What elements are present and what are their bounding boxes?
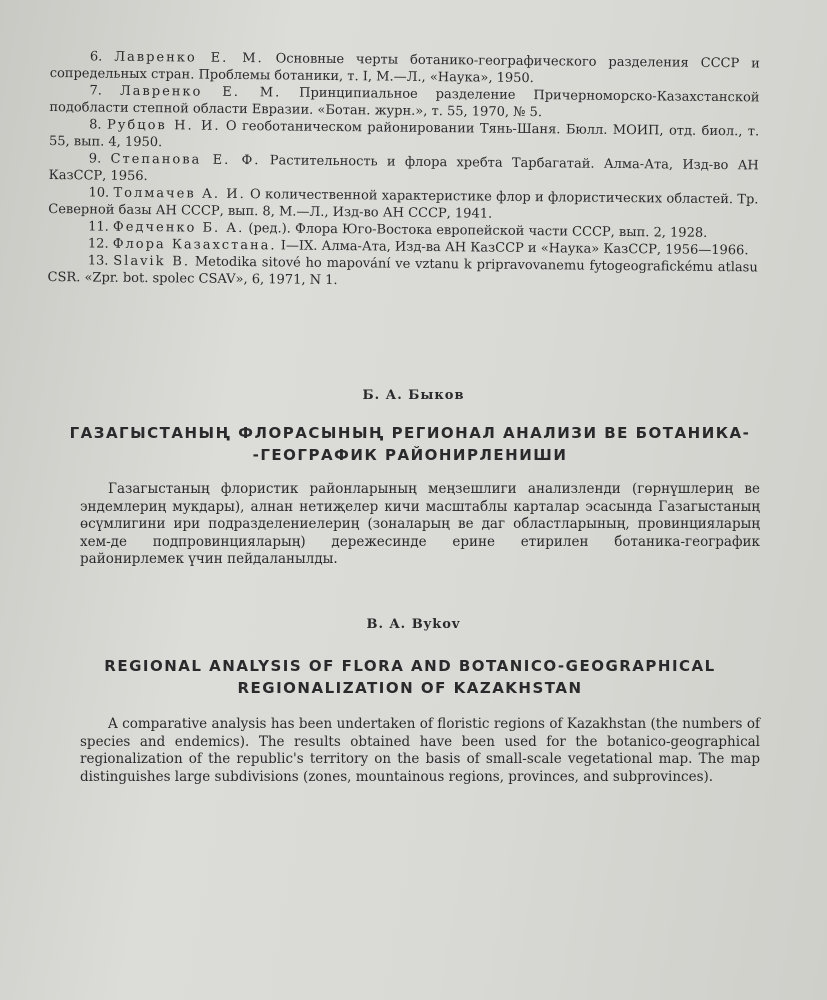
abstract-turkmen: Газагыстаның флористик районларының меңзешлиги анализленди (гөрнүшлериң ве эндемлериң мукдары), алнан нетиҗелер кичи масштаблы карталар эсасында Газагыстаның өсүмлигини ири подразделениелериң (зоналарың ве даг областларының, провинцияларың хем-де подпровинцияларың) дережесинде ерине етирилен ботаника-географик районирлемек үчин пейдаланылды. — [80, 481, 760, 567]
reference-item: 7. Лавренко Е. М. Принципиальное разделение Причерноморско-Казахстанской подобласти степной области Евразии. «Ботан. журн.», т. 55, 1970, № 5. — [49, 83, 760, 121]
reference-item: 6. Лавренко Е. М. Основные черты ботанико-географического разделения СССР и сопредельных стран. Проблемы ботаники, т. I, М.—Л., «Наука», 1950. — [49, 49, 760, 87]
reference-item: 8. Рубцов Н. И. О геоботаническом районировании Тянь-Шаня. Бюлл. МОИП, отд. биол., т. 55, вып. 4, 1950. — [48, 117, 760, 151]
reference-list — [48, 48, 760, 293]
reference-item: 10. Толмачев А. И. О количественной характеристике флор и флористических областей. Тр. Северной базы АН СССР, вып. 8, М.—Л., Изд-во АН СССР, 1941. — [48, 185, 759, 222]
abstract-english: A comparative analysis has been undertaken of floristic regions of Kazakhstan (the numbers of species and endemics). The results obtained have been used for the botanico-geographical regionalization of the republic's territory on the basis of small-scale vegetational map. The map distinguishes large subdivisions (zones, mountainous regions, provinces, and subprovinces). — [80, 716, 760, 785]
article-title-turkmen: ГАЗАГЫСТАНЫҢ ФЛОРАСЫНЫҢ РЕГИОНАЛ АНАЛИЗИ ВЕ БОТАНИКА- -ГЕОГРАФИК РАЙОНИРЛЕНИШИ — [69, 424, 751, 464]
author-name-english: B. A. Bykov — [366, 617, 461, 632]
reference-item: 9. Степанова Е. Ф. Растительность и флора хребта Тарбагатай. Алма-Ата, Изд-во АН КазССР, 1956. — [48, 151, 759, 185]
reference-item: 11. Федченко Б. А. (ред.). Флора Юго-Востока европейской части СССР, вып. 2, 1928. — [88, 219, 708, 241]
author-name-turkmen: Б. А. Быков — [362, 388, 465, 403]
article-title-english: REGIONAL ANALYSIS OF FLORA AND BOTANICO-GEOGRAPHICAL REGIONALIZATION OF KAZAKHSTAN — [104, 657, 716, 697]
reference-item: 13. Slavik B. Metodika sitové ho mapování ve vztanu k pripravovanemu fytogeografickému atlasu CSR. «Zpr. bot. spolec CSAV», 6, 1971, N 1. — [47, 253, 758, 289]
reference-item: 12. Флора Казахстана. I—IX. Алма-Ата, Изд-ва АН КазССР и «Наука» КазССР, 1956—1966. — [87, 236, 749, 259]
